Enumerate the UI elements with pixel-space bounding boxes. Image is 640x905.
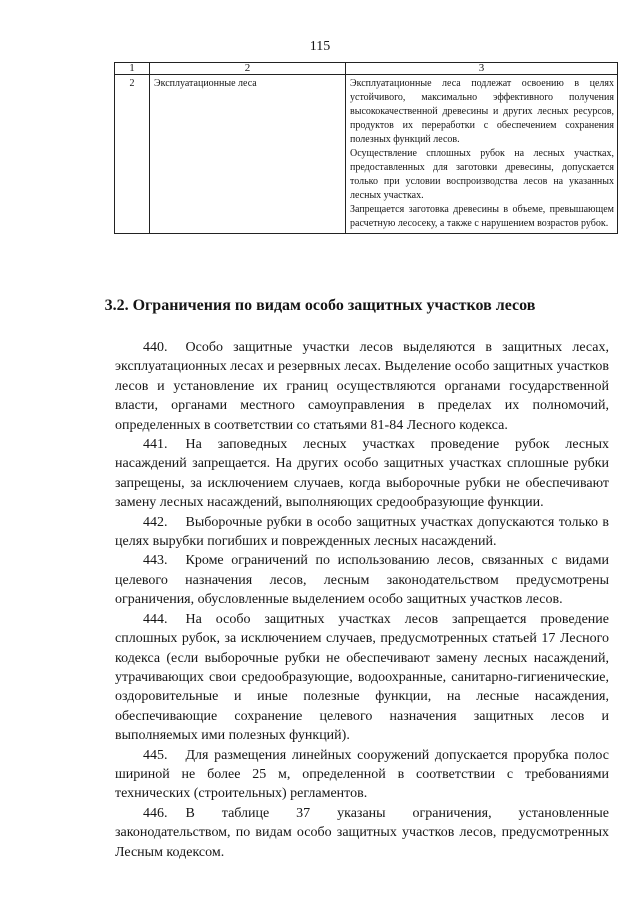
row-number-cell: 2 [115,75,150,234]
forest-table [114,62,618,234]
paragraph-442 [115,513,609,552]
paragraph-text: Выборочные рубки в особо защитных участках допускаются только в целях вырубки погибших и поврежденных лесных насаждений. [115,514,609,550]
paragraph-443 [115,551,609,609]
section-heading: 3.2. Ограничения по видам особо защитных участков лесов [104,297,536,314]
description-paragraph: Эксплуатационные леса подлежат освоению в целях устойчивого, максимально эффективного получения высококачественной древесины и других лесных ресурсов, продуктов их переработки с обеспечением сохранения полезных функций лесов. [350,78,614,145]
paragraph-number: 441. [143,437,168,453]
paragraph-text: Для размещения линейных сооружений допускается прорубка полос шириной не более 25 м, определенной в соответствии с требованиями технических (строительных) регламентов. [115,747,609,802]
paragraph-text: На заповедных лесных участках проведение рубок лесных насаждений запрещается. На других особо защитных участках сплошные рубки запрещены, за исключением случаев, когда выборочные рубки не обеспечивают замену лесных насаждений, выполняющих средообразующие функции. [115,437,609,511]
forest-type-cell: Эксплуатационные леса [150,75,346,234]
table-header-row [115,63,618,75]
table-header-cell: 2 [150,63,346,75]
paragraph-text: Особо защитные участки лесов выделяются в защитных лесах, эксплуатационных лесах и резервных лесах. Выделение особо защитных участков лесов и установление их границ осуществляются органами государственной власти, органами местного самоуправления в пределах их полномочий, определенных в соответствии со статьями 81-84 Лесного кодекса. [115,340,609,433]
description-paragraph: Запрещается заготовка древесины в объеме, превышающем расчетную лесосеку, а также с нарушением возрастов рубок. [350,204,614,229]
paragraph-number: 445. [143,747,168,763]
paragraph-441 [115,435,609,513]
table-header-cell: 1 [115,63,150,75]
paragraph-445 [115,746,609,804]
paragraph-text: На особо защитных участках лесов запрещается проведение сплошных рубок, за исключением случаев, предусмотренных статьей 17 Лесного кодекса (если выборочные рубки не обеспечивают замену лесных насаждений, утрачивающих свои средообразующие, водоохранные, санитарно-гигиенические, оздоровительные и иные полезные функции, на лесные насаждения, обеспечивающие сохранение целевого назначения защитных лесов и выполняемых ими полезных функций). [115,611,609,744]
paragraph-number: 443. [143,553,168,569]
document-body [115,338,609,862]
paragraph-number: 442. [143,514,168,530]
description-paragraph: Осуществление сплошных рубок на лесных участках, предоставленных для заготовки древесины, допускается только при условии воспроизводства лесов на указанных лесных участках. [350,148,614,201]
paragraph-446 [115,804,609,862]
page-number: 115 [309,39,331,54]
paragraph-text: В таблице 37 указаны ограничения, установленные законодательством, по видам особо защитных участков лесов, предусмотренных Лесным кодексом. [115,805,609,860]
paragraph-444 [115,610,609,746]
paragraph-number: 444. [143,611,168,627]
description-cell [346,75,618,234]
paragraph-number: 440. [143,340,168,355]
table-header-cell: 3 [346,63,618,75]
paragraph-number: 446. [143,805,168,821]
paragraph-440 [115,338,609,435]
table [114,62,618,234]
table-row [115,75,618,234]
paragraph-text: Кроме ограничений по использованию лесов, связанных с видами целевого назначения лесов, лесным законодательством предусмотрены ограничения, обусловленные выделением особо защитных участков лесов. [115,553,609,608]
